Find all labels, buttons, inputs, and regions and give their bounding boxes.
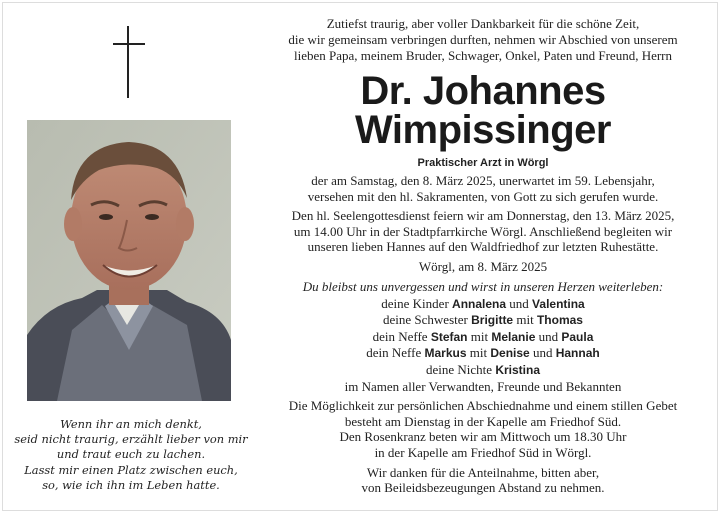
- poem-line: seid nicht traurig, erzählt lieber von mir: [14, 432, 248, 447]
- family-sister: deine Schwester Brigitte mit Thomas: [383, 312, 583, 328]
- family-list: [248, 296, 718, 395]
- thanks-line: von Beileidsbezeugungen Abstand zu nehmen.: [361, 480, 605, 496]
- funeral-line: Den hl. Seelengottesdienst feiern wir am Donnerstag, den 13. März 2025,: [291, 208, 675, 224]
- intro-line: lieben Papa, meinem Bruder, Schwager, Onkel, Paten und Freund, Herrn: [293, 48, 673, 63]
- intro-line: Zutiefst traurig, aber voller Dankbarkeit für die schöne Zeit,: [326, 16, 640, 31]
- death-line: der am Samstag, den 8. März 2025, unerwartet im 59. Lebensjahr,: [311, 173, 655, 188]
- place-date: Wörgl, am 8. März 2025: [418, 258, 548, 274]
- family-niece: deine Nichte Kristina: [426, 361, 540, 377]
- family-nephew-1: dein Neffe Stefan mit Melanie und Paula: [372, 328, 594, 344]
- funeral-info: [248, 208, 718, 255]
- farewell-line: in der Kapelle am Friedhof Süd in Wörgl.: [374, 444, 592, 460]
- farewell-line: Den Rosenkranz beten wir am Mittwoch um 18.30 Uhr: [339, 429, 627, 445]
- profession: Praktischer Arzt in Wörgl: [417, 157, 549, 169]
- family-relatives: im Namen aller Verwandten, Freunde und Bekannten: [344, 378, 622, 394]
- intro-text: [248, 16, 718, 64]
- memorial-poem: [14, 417, 248, 493]
- poem-line: Lasst mir einen Platz zwischen euch,: [24, 462, 238, 477]
- family-nephew-2: dein Neffe Markus mit Denise und Hannah: [366, 345, 600, 361]
- thanks-note: [248, 465, 718, 496]
- farewell-line: Die Möglichkeit zur persönlichen Abschiednahme und einem stillen Gebet: [288, 398, 678, 414]
- death-notice: [248, 173, 718, 204]
- poem-line: und traut euch zu lachen.: [56, 447, 206, 462]
- obituary-text: [248, 16, 718, 496]
- deceased-name-last: Wimpissinger: [355, 108, 611, 152]
- death-line: versehen mit den hl. Sakramenten, von Gott zu sich gerufen wurde.: [307, 188, 659, 204]
- intro-line: die wir gemeinsam verbringen durften, nehmen wir Abschied von unserem: [288, 32, 678, 47]
- poem-line: so, wie ich ihn im Leben hatte.: [42, 477, 220, 492]
- family-children: deine Kinder Annalena und Valentina: [381, 295, 585, 311]
- portrait-photo: [27, 120, 231, 401]
- farewell-info: [248, 398, 718, 460]
- poem-line: Wenn ihr an mich denkt,: [60, 417, 202, 431]
- farewell-line: besteht am Dienstag in der Kapelle am Friedhof Süd.: [344, 413, 622, 429]
- thanks-line: Wir danken für die Anteilnahme, bitten aber,: [366, 464, 600, 480]
- cross-icon: [113, 26, 145, 98]
- deceased-name-first: Dr. Johannes: [360, 69, 606, 113]
- remembrance-line: Du bleibst uns unvergessen und wirst in unseren Herzen weiterleben:: [302, 278, 664, 294]
- funeral-line: um 14.00 Uhr in der Stadtpfarrkirche Wörgl. Anschließend begleiten wir: [293, 223, 673, 239]
- funeral-line: unseren lieben Hannes auf den Waldfriedhof zur letzten Ruhestätte.: [307, 239, 659, 255]
